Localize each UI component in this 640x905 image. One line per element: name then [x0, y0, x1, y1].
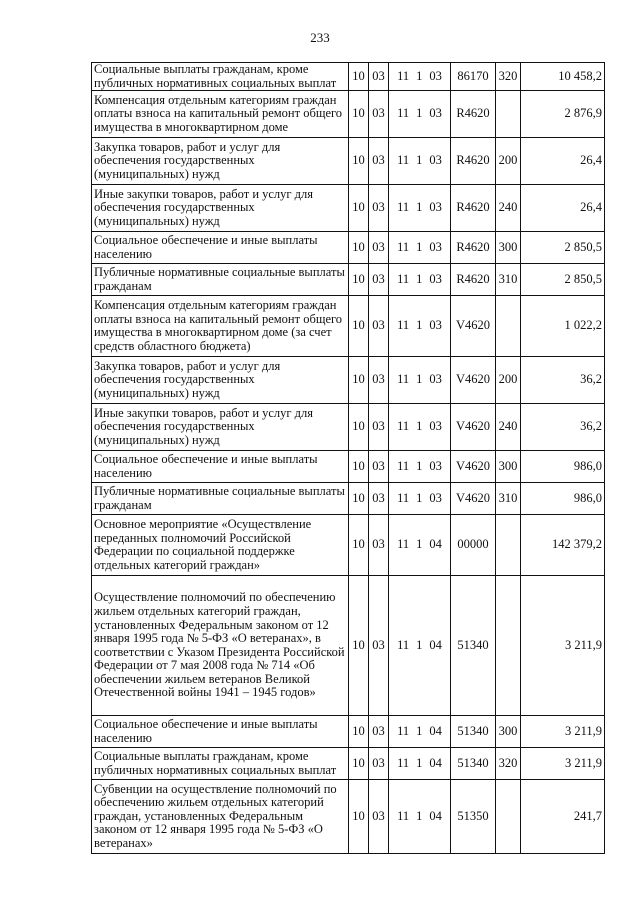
program-code-part: 1 [416, 755, 423, 770]
program-code-part: 1 [416, 419, 423, 434]
program-code-part: 03 [429, 419, 442, 434]
program-code-part: 11 [397, 808, 410, 823]
program-code-part: 1 [416, 808, 423, 823]
program-code-part: 03 [429, 239, 442, 254]
direction-code: R4620 [451, 232, 496, 264]
program-code-part: 11 [397, 153, 410, 168]
row-name: Публичные нормативные социальные выплаты гражданам [92, 264, 349, 296]
amount: 3 211,9 [521, 576, 605, 716]
program-code-part: 11 [397, 200, 410, 215]
table-row [92, 404, 605, 451]
program-code-part: 1 [416, 68, 423, 83]
program-code-part: 03 [429, 200, 442, 215]
table-row [92, 296, 605, 357]
expense-type-code: 310 [496, 264, 521, 296]
program-code-part: 04 [429, 637, 442, 652]
amount: 142 379,2 [521, 515, 605, 576]
expense-type-code: 240 [496, 185, 521, 232]
table-row [92, 451, 605, 483]
program-code-part: 11 [397, 637, 410, 652]
program-code-part: 1 [416, 637, 423, 652]
amount: 241,7 [521, 780, 605, 854]
direction-code: V4620 [451, 357, 496, 404]
direction-code: 51340 [451, 748, 496, 780]
program-code [389, 716, 451, 748]
program-code-part: 11 [397, 318, 410, 333]
expense-type-code [496, 780, 521, 854]
direction-code: 86170 [451, 63, 496, 91]
section-code: 10 [349, 232, 369, 264]
direction-code: 51340 [451, 576, 496, 716]
program-code-part: 03 [429, 372, 442, 387]
amount: 3 211,9 [521, 748, 605, 780]
row-name: Социальное обеспечение и иные выплаты населению [92, 716, 349, 748]
expense-type-code: 310 [496, 483, 521, 515]
subsection-code: 03 [369, 296, 389, 357]
direction-code: 00000 [451, 515, 496, 576]
program-code [389, 138, 451, 185]
amount: 26,4 [521, 185, 605, 232]
section-code: 10 [349, 576, 369, 716]
expense-type-code: 200 [496, 357, 521, 404]
program-code [389, 451, 451, 483]
program-code-part: 11 [397, 239, 410, 254]
budget-table [91, 62, 605, 854]
program-code-part: 03 [429, 68, 442, 83]
subsection-code: 03 [369, 716, 389, 748]
expense-type-code: 300 [496, 232, 521, 264]
direction-code: V4620 [451, 451, 496, 483]
amount: 986,0 [521, 451, 605, 483]
amount: 2 850,5 [521, 264, 605, 296]
row-name: Осуществление полномочий по обеспечению жильем отдельных категорий граждан, установленных Федеральным законом от 12 января 1995 года № 5-ФЗ «О ветеранах», в соответствии с Указом Президента Российской Федерации от 7 мая 2008 года № 714 «Об обеспечении жильем ветеранов Великой Отечественной войны 1941 – 1945 годов» [92, 576, 349, 716]
table-row [92, 748, 605, 780]
program-code-part: 11 [397, 68, 410, 83]
program-code-part: 11 [397, 419, 410, 434]
section-code: 10 [349, 296, 369, 357]
section-code: 10 [349, 780, 369, 854]
program-code-part: 04 [429, 537, 442, 552]
program-code-part: 11 [397, 723, 410, 738]
section-code: 10 [349, 357, 369, 404]
program-code-part: 04 [429, 755, 442, 770]
direction-code: V4620 [451, 296, 496, 357]
program-code [389, 296, 451, 357]
program-code-part: 03 [429, 458, 442, 473]
program-code-part: 1 [416, 271, 423, 286]
subsection-code: 03 [369, 576, 389, 716]
program-code-part: 1 [416, 318, 423, 333]
direction-code: 51350 [451, 780, 496, 854]
subsection-code: 03 [369, 357, 389, 404]
subsection-code: 03 [369, 185, 389, 232]
row-name: Закупка товаров, работ и услуг для обеспечения государственных (муниципальных) нужд [92, 357, 349, 404]
section-code: 10 [349, 264, 369, 296]
program-code [389, 264, 451, 296]
subsection-code: 03 [369, 780, 389, 854]
direction-code: R4620 [451, 264, 496, 296]
expense-type-code: 300 [496, 716, 521, 748]
program-code-part: 03 [429, 106, 442, 121]
expense-type-code [496, 296, 521, 357]
section-code: 10 [349, 91, 369, 138]
program-code-part: 04 [429, 723, 442, 738]
amount: 1 022,2 [521, 296, 605, 357]
row-name: Иные закупки товаров, работ и услуг для обеспечения государственных (муниципальных) нужд [92, 404, 349, 451]
expense-type-code: 320 [496, 63, 521, 91]
table-row [92, 185, 605, 232]
row-name: Публичные нормативные социальные выплаты гражданам [92, 483, 349, 515]
table-row [92, 780, 605, 854]
table-body [92, 63, 605, 854]
row-name: Закупка товаров, работ и услуг для обеспечения государственных (муниципальных) нужд [92, 138, 349, 185]
program-code-part: 1 [416, 239, 423, 254]
expense-type-code: 300 [496, 451, 521, 483]
amount: 36,2 [521, 357, 605, 404]
program-code-part: 1 [416, 537, 423, 552]
amount: 986,0 [521, 483, 605, 515]
amount: 10 458,2 [521, 63, 605, 91]
table-row [92, 716, 605, 748]
subsection-code: 03 [369, 748, 389, 780]
subsection-code: 03 [369, 138, 389, 185]
direction-code: V4620 [451, 404, 496, 451]
subsection-code: 03 [369, 515, 389, 576]
subsection-code: 03 [369, 232, 389, 264]
row-name: Компенсация отдельным категориям граждан оплаты взноса на капитальный ремонт общего имущества в многоквартирном доме [92, 91, 349, 138]
table-row [92, 63, 605, 91]
program-code [389, 576, 451, 716]
program-code-part: 1 [416, 372, 423, 387]
expense-type-code [496, 91, 521, 138]
expense-type-code: 200 [496, 138, 521, 185]
subsection-code: 03 [369, 63, 389, 91]
row-name: Социальное обеспечение и иные выплаты населению [92, 232, 349, 264]
program-code-part: 1 [416, 458, 423, 473]
program-code-part: 11 [397, 106, 410, 121]
direction-code: 51340 [451, 716, 496, 748]
program-code-part: 1 [416, 200, 423, 215]
program-code [389, 780, 451, 854]
program-code [389, 232, 451, 264]
expense-type-code [496, 515, 521, 576]
program-code-part: 03 [429, 490, 442, 505]
section-code: 10 [349, 138, 369, 185]
program-code-part: 1 [416, 490, 423, 505]
section-code: 10 [349, 716, 369, 748]
program-code [389, 515, 451, 576]
expense-type-code: 240 [496, 404, 521, 451]
subsection-code: 03 [369, 483, 389, 515]
table-row [92, 576, 605, 716]
section-code: 10 [349, 515, 369, 576]
row-name: Компенсация отдельным категориям граждан оплаты взноса на капитальный ремонт общего имущества в многоквартирном доме (за счет средств областного бюджета) [92, 296, 349, 357]
amount: 3 211,9 [521, 716, 605, 748]
row-name: Социальное обеспечение и иные выплаты населению [92, 451, 349, 483]
subsection-code: 03 [369, 91, 389, 138]
section-code: 10 [349, 63, 369, 91]
table-row [92, 483, 605, 515]
row-name: Субвенции на осуществление полномочий по обеспечению жильем отдельных категорий граждан, установленных Федеральным законом от 12 января 1995 года № 5-ФЗ «О ветеранах» [92, 780, 349, 854]
program-code-part: 11 [397, 755, 410, 770]
program-code-part: 04 [429, 808, 442, 823]
table-row [92, 264, 605, 296]
program-code [389, 483, 451, 515]
program-code-part: 11 [397, 537, 410, 552]
program-code [389, 357, 451, 404]
amount: 2 850,5 [521, 232, 605, 264]
direction-code: V4620 [451, 483, 496, 515]
program-code-part: 11 [397, 372, 410, 387]
section-code: 10 [349, 748, 369, 780]
program-code-part: 1 [416, 153, 423, 168]
table-row [92, 232, 605, 264]
amount: 2 876,9 [521, 91, 605, 138]
row-name: Основное мероприятие «Осуществление переданных полномочий Российской Федерации по социальной поддержке отдельных категорий граждан» [92, 515, 349, 576]
subsection-code: 03 [369, 404, 389, 451]
program-code-part: 03 [429, 318, 442, 333]
program-code [389, 748, 451, 780]
table-row [92, 515, 605, 576]
table-row [92, 138, 605, 185]
expense-type-code [496, 576, 521, 716]
program-code [389, 185, 451, 232]
program-code-part: 11 [397, 458, 410, 473]
direction-code: R4620 [451, 91, 496, 138]
section-code: 10 [349, 185, 369, 232]
program-code-part: 1 [416, 723, 423, 738]
direction-code: R4620 [451, 138, 496, 185]
table-row [92, 357, 605, 404]
subsection-code: 03 [369, 451, 389, 483]
section-code: 10 [349, 404, 369, 451]
row-name: Социальные выплаты гражданам, кроме публичных нормативных социальных выплат [92, 748, 349, 780]
program-code-part: 11 [397, 271, 410, 286]
row-name: Иные закупки товаров, работ и услуг для обеспечения государственных (муниципальных) нужд [92, 185, 349, 232]
amount: 26,4 [521, 138, 605, 185]
table-row [92, 91, 605, 138]
program-code-part: 03 [429, 153, 442, 168]
amount: 36,2 [521, 404, 605, 451]
program-code [389, 404, 451, 451]
program-code-part: 03 [429, 271, 442, 286]
program-code [389, 91, 451, 138]
expense-type-code: 320 [496, 748, 521, 780]
section-code: 10 [349, 483, 369, 515]
section-code: 10 [349, 451, 369, 483]
direction-code: R4620 [451, 185, 496, 232]
row-name: Социальные выплаты гражданам, кроме публичных нормативных социальных выплат [92, 63, 349, 91]
program-code [389, 63, 451, 91]
subsection-code: 03 [369, 264, 389, 296]
program-code-part: 11 [397, 490, 410, 505]
page-number: 233 [310, 30, 330, 45]
program-code-part: 1 [416, 106, 423, 121]
